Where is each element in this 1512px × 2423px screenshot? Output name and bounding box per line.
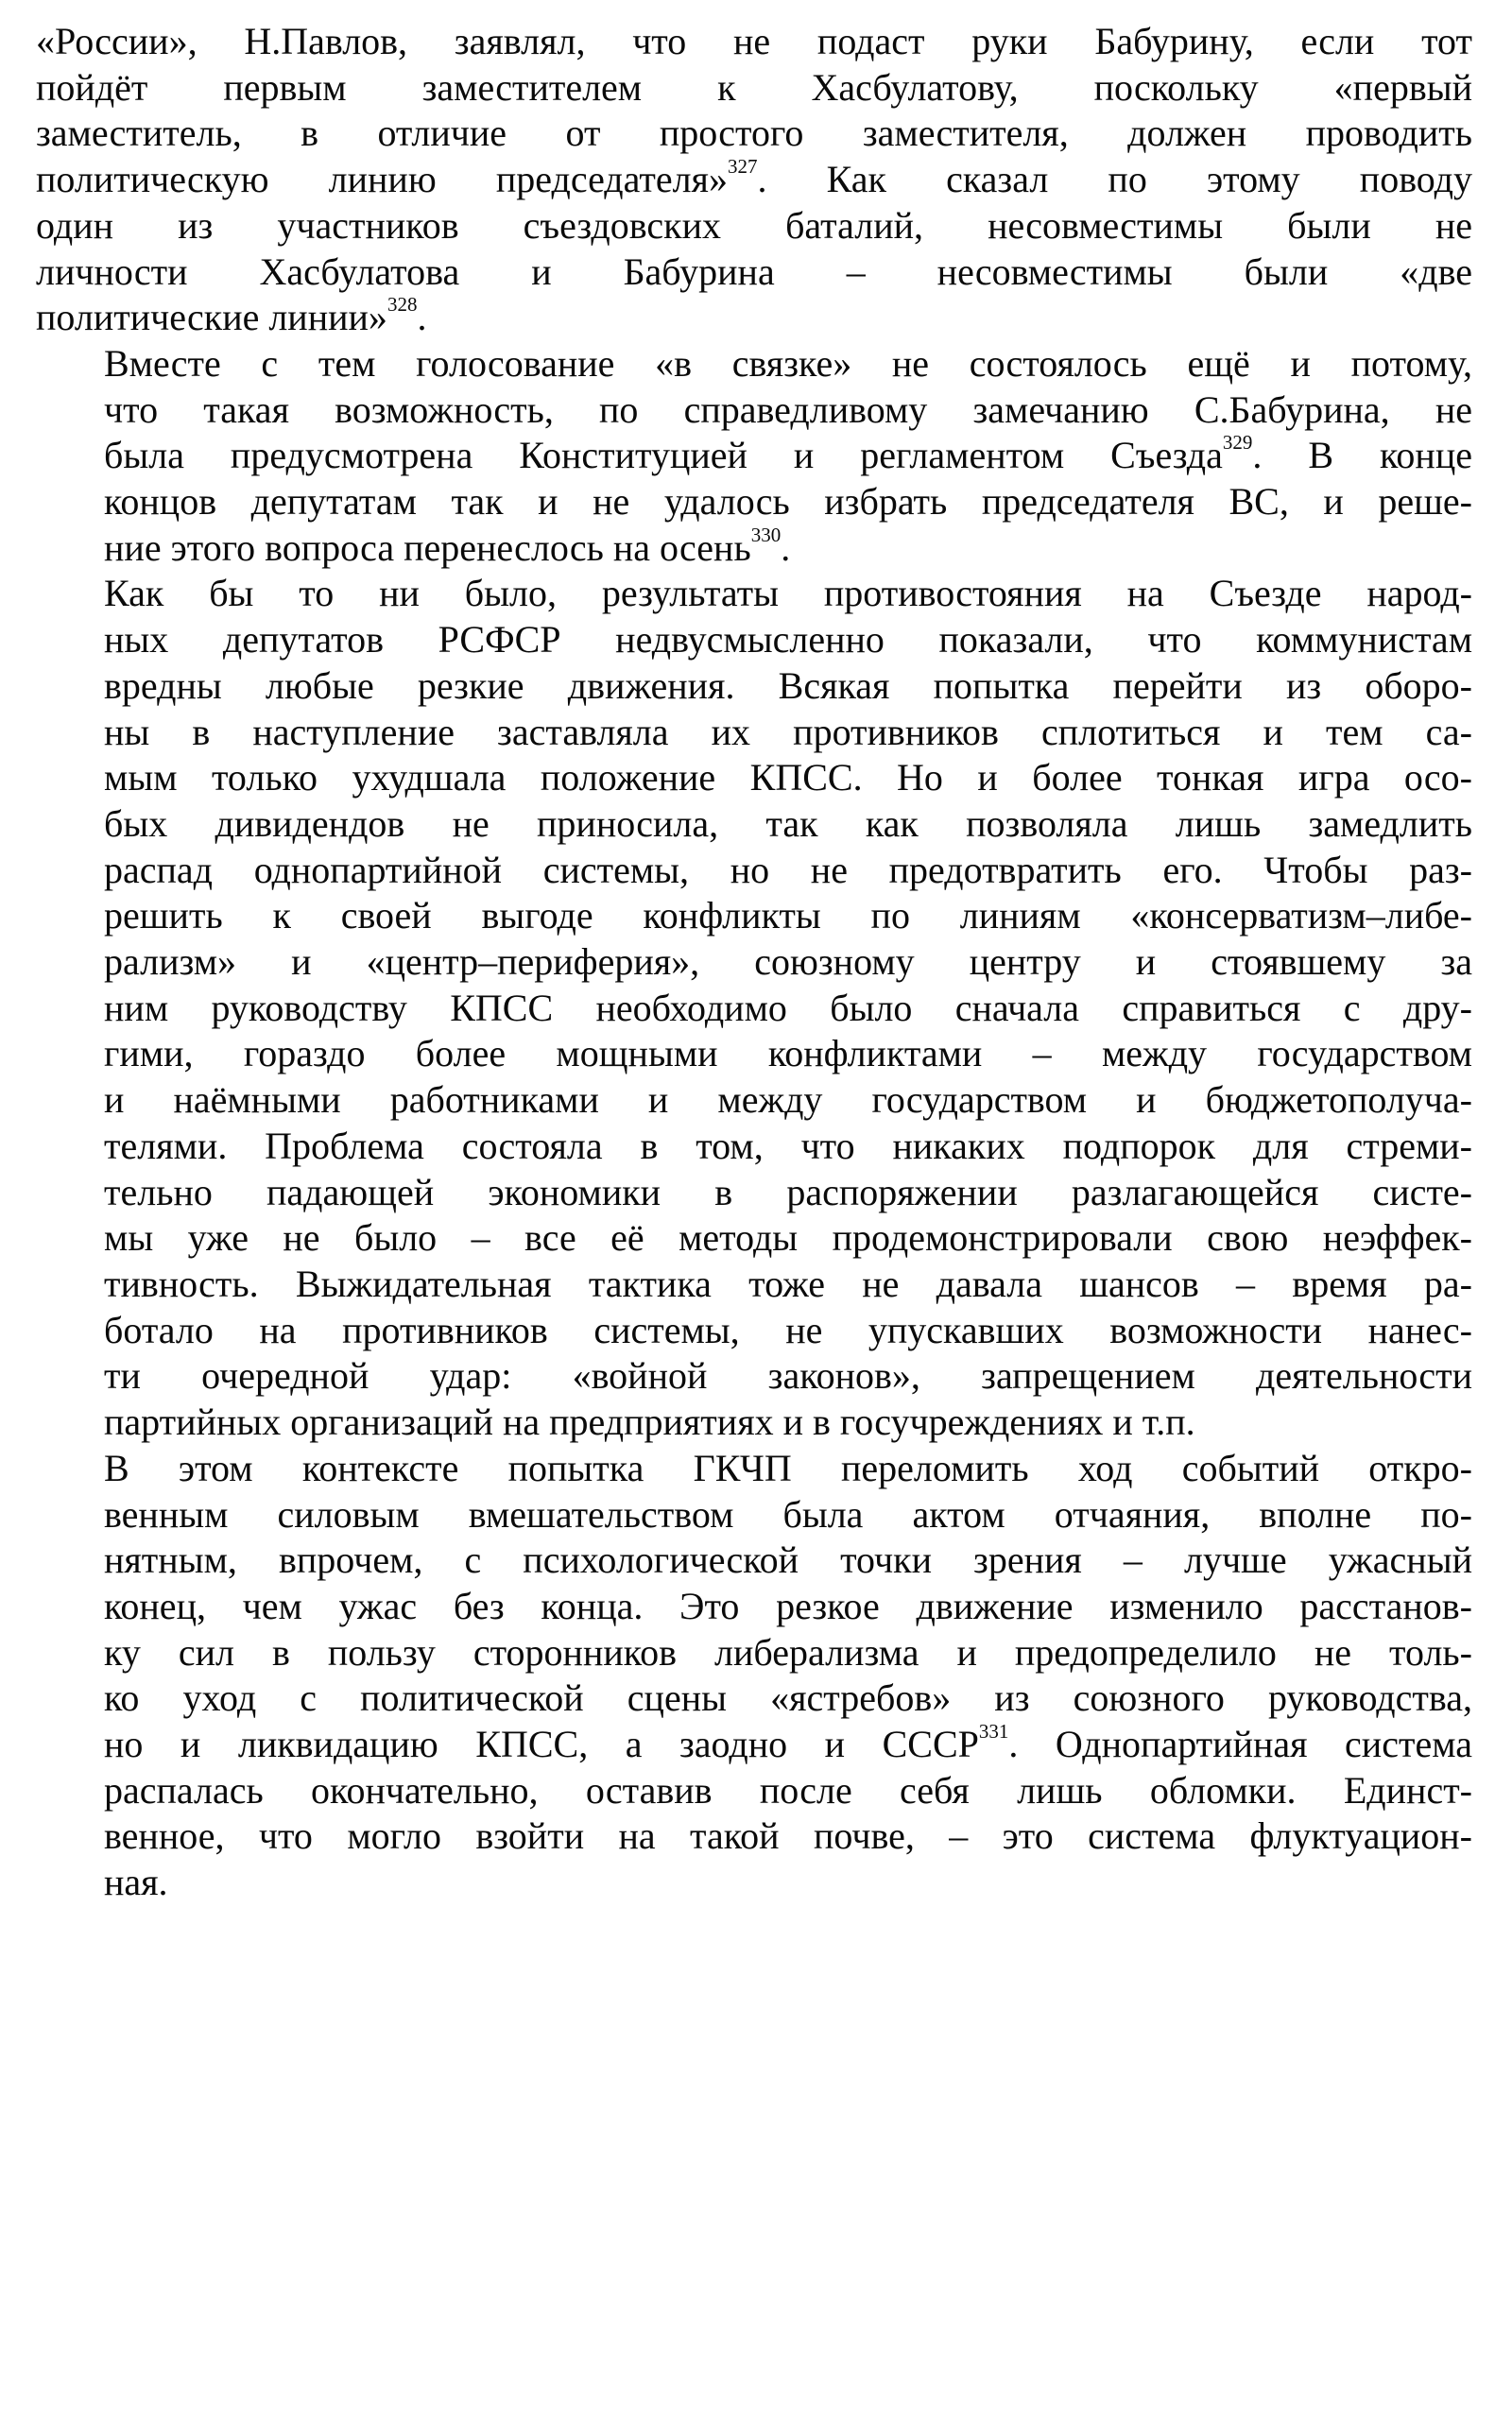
text-run: венным силовым вмешательством была актом отчаяния, вполне по- bbox=[104, 1492, 1472, 1536]
text-run: распалась окончательно, оставив после себя лишь обломки. Единст- bbox=[104, 1768, 1472, 1812]
footnote-ref: 327 bbox=[727, 155, 758, 179]
text-line bbox=[36, 1584, 1472, 1630]
book-page bbox=[36, 19, 1472, 1906]
text-line bbox=[36, 1124, 1472, 1170]
text-line bbox=[36, 1400, 1472, 1446]
text-run: . bbox=[781, 525, 791, 569]
text-line bbox=[36, 801, 1472, 848]
text-run: Как бы то ни было, результаты противостояния на Съезде народ- bbox=[104, 572, 1472, 615]
text-run: ботало на противников системы, не упускавших возможности нанес- bbox=[104, 1308, 1472, 1351]
text-line bbox=[36, 65, 1472, 112]
paragraph bbox=[36, 341, 1472, 572]
text-run: тельно падающей экономики в распоряжении разлагающейся систе- bbox=[104, 1170, 1472, 1213]
text-line bbox=[36, 1170, 1472, 1216]
text-run: один из участников съездовских баталий, несовместимы были не bbox=[36, 203, 1472, 247]
paragraph bbox=[36, 1446, 1472, 1906]
text-run: . В конце bbox=[1252, 434, 1472, 477]
text-line bbox=[36, 1077, 1472, 1124]
text-run: что такая возможность, по справедливому замечанию С.Бабурина, не bbox=[104, 387, 1472, 431]
text-run: была предусмотрена Конституцией и регламентом Съезда bbox=[104, 434, 1223, 477]
text-line bbox=[36, 1630, 1472, 1676]
text-line bbox=[36, 1492, 1472, 1538]
text-line bbox=[36, 848, 1472, 894]
text-line bbox=[36, 1860, 1472, 1906]
text-run: бых дивидендов не приносила, так как позволяла лишь замедлить bbox=[104, 801, 1472, 845]
text-run: . Как сказал по этому поводу bbox=[757, 158, 1473, 201]
text-line bbox=[36, 755, 1472, 801]
text-line bbox=[36, 111, 1472, 157]
text-line bbox=[36, 893, 1472, 939]
text-run: телями. Проблема состояла в том, что никаких подпорок для стреми- bbox=[104, 1124, 1472, 1167]
text-line bbox=[36, 571, 1472, 617]
text-line bbox=[36, 203, 1472, 249]
text-run: тивность. Выжидательная тактика тоже не давала шансов – время ра- bbox=[104, 1262, 1472, 1305]
text-run: политические линии» bbox=[36, 296, 387, 339]
text-run: но и ликвидацию КПСС, а заодно и СССР bbox=[104, 1723, 979, 1766]
text-run: рализм» и «центр–периферия», союзному центру и стоявшему за bbox=[104, 940, 1472, 984]
text-run: Вместе с тем голосование «в связке» не состоялось ещё и потому, bbox=[104, 341, 1472, 385]
text-line bbox=[36, 1262, 1472, 1308]
text-line bbox=[36, 525, 1472, 572]
footnote-ref: 331 bbox=[978, 1720, 1009, 1744]
text-line bbox=[36, 157, 1472, 203]
paragraph bbox=[36, 19, 1472, 341]
text-run: ние этого вопроса перенеслось на осень bbox=[104, 525, 751, 569]
text-run: и наёмными работниками и между государством и бюджетополуча- bbox=[104, 1078, 1472, 1122]
text-run: гими, гораздо более мощными конфликтами – между государством bbox=[104, 1032, 1472, 1075]
text-run: заместитель, в отличие от простого заместителя, должен проводить bbox=[36, 112, 1472, 155]
text-run: ним руководству КПСС необходимо было сначала справиться с дру- bbox=[104, 986, 1472, 1029]
text-line bbox=[36, 1538, 1472, 1584]
text-line bbox=[36, 1768, 1472, 1814]
text-run: мы уже не было – все её методы продемонстрировали свою неэффек- bbox=[104, 1216, 1472, 1260]
text-run: ти очередной удар: «войной законов», запрещением деятельности bbox=[104, 1354, 1472, 1398]
text-line bbox=[36, 387, 1472, 434]
paragraph bbox=[36, 571, 1472, 1445]
text-run: пойдёт первым заместителем к Хасбулатову, поскольку «первый bbox=[36, 65, 1472, 109]
text-run: мым только ухудшала положение КПСС. Но и более тонкая игра осо- bbox=[104, 756, 1472, 799]
text-line bbox=[36, 1215, 1472, 1262]
text-line bbox=[36, 433, 1472, 479]
text-line bbox=[36, 663, 1472, 710]
text-run: нятным, впрочем, с психологической точки зрения – лучше ужасный bbox=[104, 1538, 1472, 1582]
text-line bbox=[36, 617, 1472, 663]
text-line bbox=[36, 710, 1472, 756]
text-line bbox=[36, 1353, 1472, 1400]
text-line bbox=[36, 1446, 1472, 1492]
footnote-ref: 329 bbox=[1222, 431, 1253, 455]
text-run: решить к своей выгоде конфликты по линиям «консерватизм–либе- bbox=[104, 894, 1472, 937]
text-run: ку сил в пользу сторонников либерализма и предопределило не толь- bbox=[104, 1630, 1472, 1674]
footnote-ref: 330 bbox=[750, 523, 782, 546]
text-run: ная. bbox=[104, 1861, 168, 1904]
text-line bbox=[36, 1813, 1472, 1860]
text-run: «России», Н.Павлов, заявлял, что не подаст руки Бабурину, если тот bbox=[36, 20, 1472, 62]
text-run: венное, что могло взойти на такой почве, – это система флуктуацион- bbox=[104, 1814, 1472, 1858]
text-run: В этом контексте попытка ГКЧП переломить ход событий откро- bbox=[104, 1446, 1472, 1489]
footnote-ref: 328 bbox=[387, 293, 418, 317]
text-line bbox=[36, 1308, 1472, 1354]
text-line bbox=[36, 341, 1472, 387]
text-line bbox=[36, 295, 1472, 341]
text-run: ных депутатов РСФСР недвусмысленно показали, что коммунистам bbox=[104, 618, 1472, 662]
text-run: ко уход с политической сцены «ястребов» из союзного руководства, bbox=[104, 1676, 1472, 1720]
text-run: партийных организаций на предприятиях и в госучреждениях и т.п. bbox=[104, 1401, 1195, 1444]
text-line bbox=[36, 939, 1472, 986]
text-line bbox=[36, 1675, 1472, 1722]
text-run: политическую линию председателя» bbox=[36, 158, 728, 201]
text-line bbox=[36, 1722, 1472, 1768]
text-run: распад однопартийной системы, но не предотвратить его. Чтобы раз- bbox=[104, 848, 1472, 891]
text-line bbox=[36, 1031, 1472, 1077]
text-run: концов депутатам так и не удалось избрать председателя ВС, и реше- bbox=[104, 480, 1472, 524]
text-line bbox=[36, 19, 1472, 65]
text-run: вредны любые резкие движения. Всякая попытка перейти из оборо- bbox=[104, 663, 1472, 707]
text-run: конец, чем ужас без конца. Это резкое движение изменило расстанов- bbox=[104, 1584, 1472, 1627]
text-line bbox=[36, 249, 1472, 296]
text-run: личности Хасбулатова и Бабурина – несовместимы были «две bbox=[36, 249, 1472, 293]
text-run: ны в наступление заставляла их противников сплотиться и тем са- bbox=[104, 710, 1472, 753]
text-line bbox=[36, 986, 1472, 1032]
text-line bbox=[36, 479, 1472, 525]
text-run: . bbox=[417, 296, 427, 339]
text-run: . Однопартийная система bbox=[1008, 1723, 1472, 1766]
